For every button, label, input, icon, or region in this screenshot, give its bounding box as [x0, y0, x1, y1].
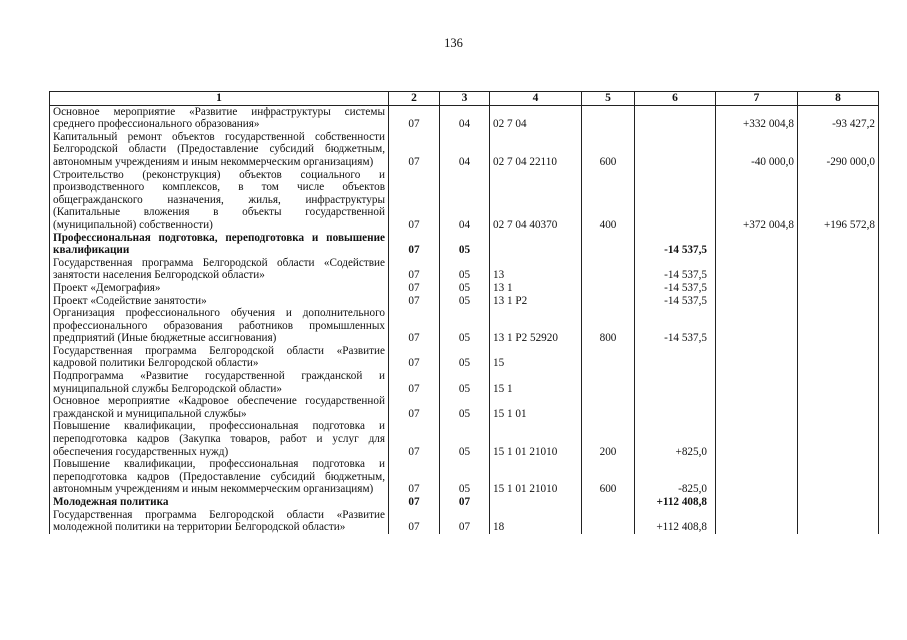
- row-name-cell: Капитальный ремонт объектов государственной собственности Белгородской области (Предоставление субсидий бюджетным, автономным учреждениям и иным некоммерческим организациям): [50, 131, 389, 169]
- row-target-article-cell: [490, 496, 582, 509]
- column-header-6: 6: [635, 92, 716, 106]
- table-row: [50, 458, 879, 496]
- row-expense-type-cell: [582, 345, 635, 370]
- row-name-cell: Основное мероприятие «Развитие инфраструктуры системы среднего профессионального образования»: [50, 105, 389, 131]
- row-target-article-cell: 15 1 01 21010: [490, 458, 582, 496]
- row-target-article-cell: 02 7 04 40370: [490, 169, 582, 232]
- row-name-cell: Государственная программа Белгородской области «Развитие молодежной политики на территории Белгородской области»: [50, 509, 389, 534]
- row-name-cell: Проект «Демография»: [50, 282, 389, 295]
- row-amount-col8-cell: [798, 232, 879, 257]
- row-subsection-cell: 05: [440, 232, 490, 257]
- row-name-cell: Государственная программа Белгородской области «Содействие занятости населения Белгородской области»: [50, 257, 389, 282]
- row-name-cell: Профессиональная подготовка, переподготовка и повышение квалификации: [50, 232, 389, 257]
- column-header-7: 7: [716, 92, 798, 106]
- row-section-cell: 07: [389, 458, 440, 496]
- table-row: [50, 295, 879, 308]
- row-subsection-cell: 07: [440, 509, 490, 534]
- row-amount-col8-cell: [798, 282, 879, 295]
- row-amount-col8-cell: [798, 295, 879, 308]
- row-amount-col6-cell: +825,0: [635, 420, 716, 458]
- row-subsection-cell: 05: [440, 257, 490, 282]
- row-amount-col7-cell: [716, 370, 798, 395]
- row-subsection-cell: 07: [440, 496, 490, 509]
- row-amount-col7-cell: -40 000,0: [716, 131, 798, 169]
- row-target-article-cell: 15 1 01: [490, 395, 582, 420]
- row-name-cell: Строительство (реконструкция) объектов социального и производственного комплексов, в том числе объектов общегражданского назначения, жилья, инфраструктуры (Капитальные вложения в объекты государственной (муниципальной) собственности): [50, 169, 389, 232]
- row-amount-col8-cell: [798, 307, 879, 345]
- table-row: [50, 257, 879, 282]
- row-amount-col7-cell: [716, 420, 798, 458]
- row-amount-col8-cell: [798, 395, 879, 420]
- row-expense-type-cell: [582, 496, 635, 509]
- row-amount-col8-cell: [798, 345, 879, 370]
- page-number: 136: [444, 36, 463, 50]
- row-section-cell: 07: [389, 257, 440, 282]
- row-amount-col7-cell: [716, 458, 798, 496]
- row-name-cell: Организация профессионального обучения и дополнительного профессионального образования работников промышленных предприятий (Иные бюджетные ассигнования): [50, 307, 389, 345]
- row-expense-type-cell: [582, 257, 635, 282]
- row-expense-type-cell: [582, 282, 635, 295]
- row-amount-col6-cell: -14 537,5: [635, 282, 716, 295]
- table-row: [50, 509, 879, 534]
- row-amount-col8-cell: [798, 509, 879, 534]
- budget-table: [49, 91, 879, 534]
- row-amount-col7-cell: [716, 496, 798, 509]
- row-expense-type-cell: 800: [582, 307, 635, 345]
- row-target-article-cell: 15 1 01 21010: [490, 420, 582, 458]
- row-section-cell: 07: [389, 395, 440, 420]
- column-header-1: 1: [50, 92, 389, 106]
- row-target-article-cell: 15 1: [490, 370, 582, 395]
- column-header-5: 5: [582, 92, 635, 106]
- row-subsection-cell: 05: [440, 345, 490, 370]
- row-amount-col6-cell: [635, 370, 716, 395]
- row-target-article-cell: 18: [490, 509, 582, 534]
- row-amount-col8-cell: -290 000,0: [798, 131, 879, 169]
- row-amount-col7-cell: +332 004,8: [716, 105, 798, 131]
- row-target-article-cell: 13 1: [490, 282, 582, 295]
- row-subsection-cell: 05: [440, 395, 490, 420]
- row-amount-col6-cell: [635, 345, 716, 370]
- row-subsection-cell: 05: [440, 307, 490, 345]
- row-subsection-cell: 05: [440, 420, 490, 458]
- row-section-cell: 07: [389, 370, 440, 395]
- row-amount-col8-cell: -93 427,2: [798, 105, 879, 131]
- row-section-cell: 07: [389, 509, 440, 534]
- table-body: [50, 105, 879, 534]
- row-amount-col7-cell: +372 004,8: [716, 169, 798, 232]
- table-row: [50, 370, 879, 395]
- row-amount-col6-cell: -825,0: [635, 458, 716, 496]
- row-subsection-cell: 04: [440, 169, 490, 232]
- row-section-cell: 07: [389, 131, 440, 169]
- row-expense-type-cell: [582, 395, 635, 420]
- row-amount-col7-cell: [716, 509, 798, 534]
- row-name-cell: Повышение квалификации, профессиональная подготовка и переподготовка кадров (Предоставление субсидий бюджетным, автономным учреждениям и иным некоммерческим организациям): [50, 458, 389, 496]
- row-amount-col8-cell: +196 572,8: [798, 169, 879, 232]
- column-header-4: 4: [490, 92, 582, 106]
- row-amount-col6-cell: +112 408,8: [635, 509, 716, 534]
- table-row: [50, 232, 879, 257]
- row-expense-type-cell: [582, 295, 635, 308]
- row-expense-type-cell: [582, 509, 635, 534]
- row-amount-col6-cell: [635, 105, 716, 131]
- table-row: [50, 105, 879, 131]
- row-expense-type-cell: [582, 370, 635, 395]
- table-header-row: [50, 92, 879, 106]
- row-subsection-cell: 04: [440, 105, 490, 131]
- row-expense-type-cell: 200: [582, 420, 635, 458]
- row-amount-col7-cell: [716, 232, 798, 257]
- row-section-cell: 07: [389, 496, 440, 509]
- row-subsection-cell: 05: [440, 370, 490, 395]
- row-amount-col7-cell: [716, 345, 798, 370]
- column-header-2: 2: [389, 92, 440, 106]
- row-amount-col6-cell: [635, 395, 716, 420]
- table-row: [50, 420, 879, 458]
- row-section-cell: 07: [389, 169, 440, 232]
- row-amount-col6-cell: -14 537,5: [635, 232, 716, 257]
- table-row: [50, 496, 879, 509]
- row-amount-col7-cell: [716, 282, 798, 295]
- row-subsection-cell: 05: [440, 458, 490, 496]
- row-target-article-cell: 13 1 Р2: [490, 295, 582, 308]
- row-target-article-cell: 02 7 04: [490, 105, 582, 131]
- row-subsection-cell: 05: [440, 282, 490, 295]
- row-subsection-cell: 04: [440, 131, 490, 169]
- row-section-cell: 07: [389, 105, 440, 131]
- row-amount-col8-cell: [798, 458, 879, 496]
- row-target-article-cell: 02 7 04 22110: [490, 131, 582, 169]
- row-amount-col8-cell: [798, 496, 879, 509]
- row-name-cell: Основное мероприятие «Кадровое обеспечение государственной гражданской и муниципальной службы»: [50, 395, 389, 420]
- table-row: [50, 395, 879, 420]
- row-section-cell: 07: [389, 295, 440, 308]
- row-amount-col8-cell: [798, 370, 879, 395]
- row-name-cell: Проект «Содействие занятости»: [50, 295, 389, 308]
- row-amount-col6-cell: -14 537,5: [635, 257, 716, 282]
- row-amount-col7-cell: [716, 395, 798, 420]
- table-row: [50, 282, 879, 295]
- row-expense-type-cell: 600: [582, 131, 635, 169]
- table-row: [50, 131, 879, 169]
- row-section-cell: 07: [389, 345, 440, 370]
- row-amount-col6-cell: +112 408,8: [635, 496, 716, 509]
- row-amount-col8-cell: [798, 420, 879, 458]
- row-target-article-cell: 15: [490, 345, 582, 370]
- row-expense-type-cell: 400: [582, 169, 635, 232]
- row-name-cell: Подпрограмма «Развитие государственной гражданской и муниципальной службы Белгородской области»: [50, 370, 389, 395]
- row-target-article-cell: [490, 232, 582, 257]
- table-row: [50, 169, 879, 232]
- row-section-cell: 07: [389, 232, 440, 257]
- row-amount-col6-cell: [635, 131, 716, 169]
- table-row: [50, 307, 879, 345]
- row-amount-col7-cell: [716, 307, 798, 345]
- row-amount-col8-cell: [798, 257, 879, 282]
- row-amount-col6-cell: -14 537,5: [635, 307, 716, 345]
- row-section-cell: 07: [389, 282, 440, 295]
- table-row: [50, 345, 879, 370]
- row-name-cell: Повышение квалификации, профессиональная подготовка и переподготовка кадров (Закупка товаров, работ и услуг для обеспечения государственных нужд): [50, 420, 389, 458]
- row-target-article-cell: 13: [490, 257, 582, 282]
- row-target-article-cell: 13 1 Р2 52920: [490, 307, 582, 345]
- row-amount-col7-cell: [716, 295, 798, 308]
- column-header-3: 3: [440, 92, 490, 106]
- column-header-8: 8: [798, 92, 879, 106]
- budget-table-container: [49, 91, 879, 534]
- row-name-cell: Государственная программа Белгородской области «Развитие кадровой политики Белгородской области»: [50, 345, 389, 370]
- row-expense-type-cell: [582, 232, 635, 257]
- row-subsection-cell: 05: [440, 295, 490, 308]
- row-section-cell: 07: [389, 420, 440, 458]
- row-amount-col6-cell: -14 537,5: [635, 295, 716, 308]
- row-amount-col7-cell: [716, 257, 798, 282]
- row-section-cell: 07: [389, 307, 440, 345]
- row-amount-col6-cell: [635, 169, 716, 232]
- row-name-cell: Молодежная политика: [50, 496, 389, 509]
- row-expense-type-cell: 600: [582, 458, 635, 496]
- row-expense-type-cell: [582, 105, 635, 131]
